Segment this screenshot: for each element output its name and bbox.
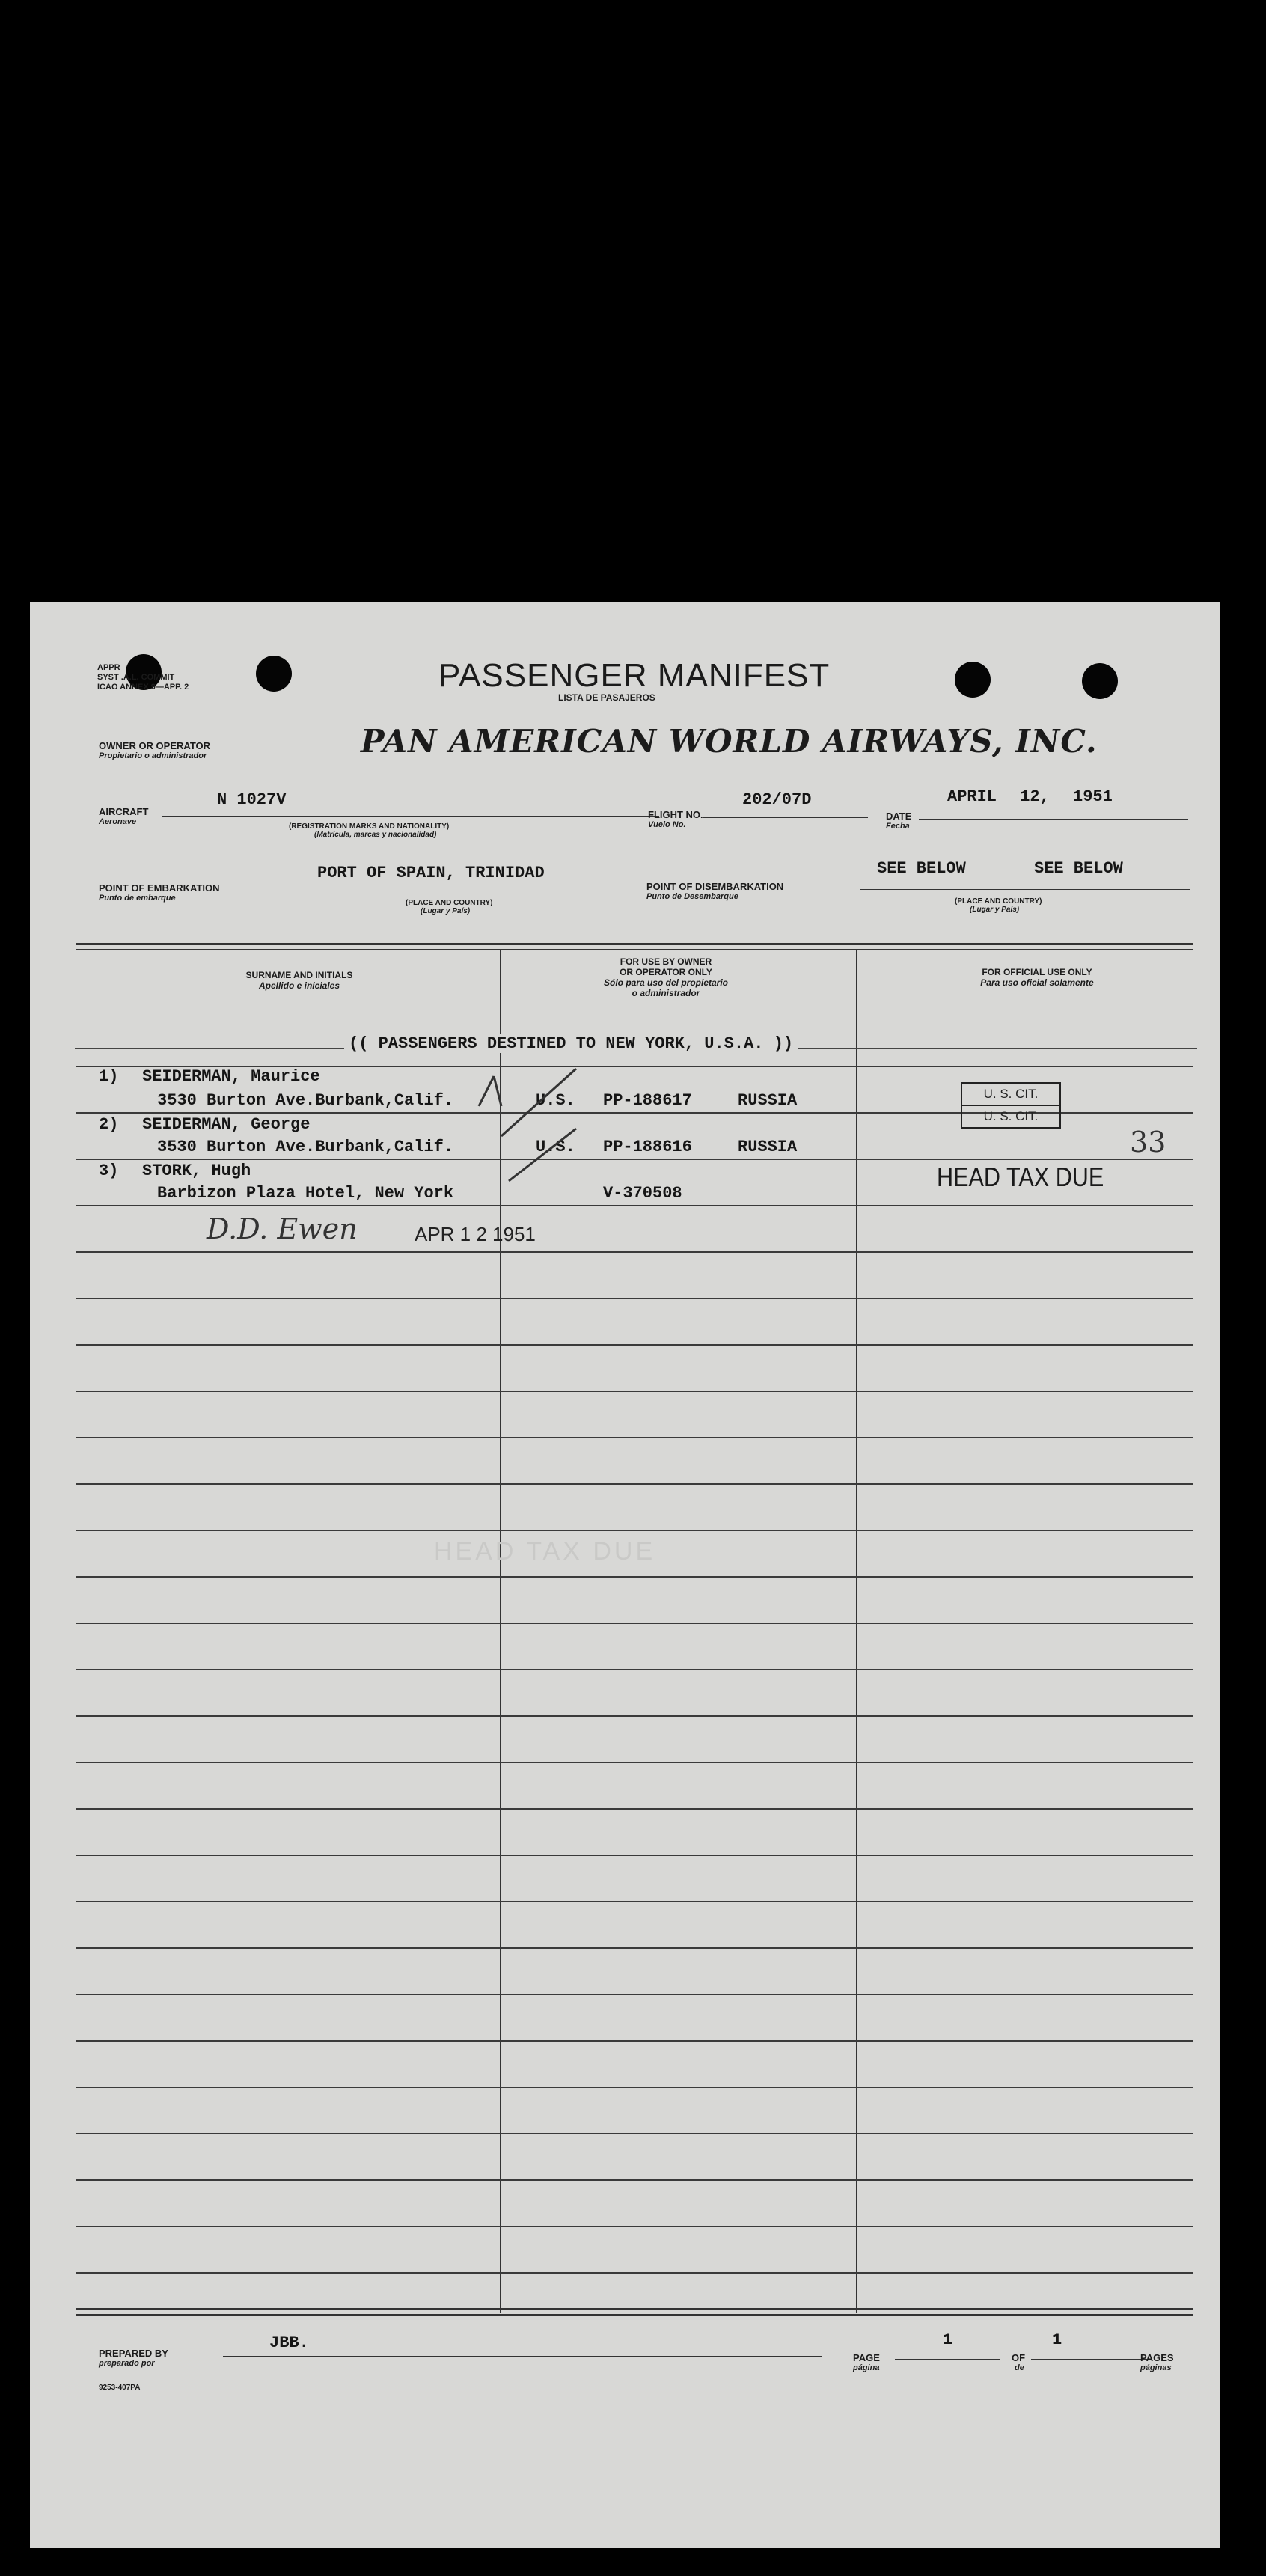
col-head-official [880, 967, 1194, 988]
passenger-passport: PP-188616 [603, 1138, 692, 1156]
table-rule-line [76, 1205, 1193, 1206]
col-head-label: SURNAME AND INITIALS [245, 970, 353, 980]
head-tax-stamp: HEAD TAX DUE [937, 1162, 1104, 1192]
check-mark-icon [449, 1061, 599, 1211]
table-bottom-rule [76, 2308, 1193, 2310]
table-top-rule [76, 943, 1193, 945]
approval-lines [97, 663, 189, 692]
table-rule-line [76, 2040, 1193, 2042]
rule [223, 2356, 822, 2357]
table-rule-line [76, 2179, 1193, 2181]
disembark-label-es: Punto de Desembarque [646, 892, 738, 901]
flight-no-label-es: Vuelo No. [648, 820, 686, 829]
page-label: PAGE [853, 2352, 880, 2363]
embark-label-es: Punto de embarque [99, 894, 176, 903]
col-head-label: FOR OFFICIAL USE ONLY [982, 967, 1092, 977]
page-total: 1 [1052, 2331, 1062, 2349]
inspection-date-stamp: APR 1 2 1951 [415, 1223, 536, 1245]
aircraft-label: AIRCRAFT [99, 806, 149, 817]
disembark-value-2: SEE BELOW [1034, 859, 1123, 878]
passenger-num: 3) [99, 1162, 119, 1180]
table-rule-line [76, 2133, 1193, 2134]
us-citizen-stamp: U. S. CIT. [961, 1105, 1061, 1129]
inspector-signature: D.D. Ewen [207, 1212, 358, 1245]
table-rule-line [76, 1901, 1193, 1902]
col-head-label-es: Sólo para uso del propietario [603, 977, 729, 988]
embark-label: POINT OF EMBARKATION [99, 882, 220, 894]
rule [703, 817, 868, 818]
pages-label-es: páginas [1140, 2363, 1172, 2372]
approval-line: SYST .A.L. COMMIT [97, 673, 175, 682]
col-head-surname [142, 970, 456, 991]
table-rule-line [76, 1483, 1193, 1485]
manifest-sheet [30, 602, 1220, 2548]
table-rule-line [76, 1251, 1193, 1253]
passenger-country: RUSSIA [738, 1138, 798, 1156]
passenger-passport: V-370508 [603, 1184, 682, 1203]
passenger-num: 2) [99, 1115, 119, 1134]
table-top-rule [76, 949, 1193, 950]
prepared-label: PREPARED BY [99, 2348, 168, 2359]
column-divider [856, 950, 857, 2313]
place-note-2: (PLACE AND COUNTRY) [955, 897, 1042, 906]
rule [919, 819, 1188, 820]
table-rule-line [76, 1623, 1193, 1624]
registration-note: (REGISTRATION MARKS AND NATIONALITY) [289, 822, 450, 831]
passenger-address: Barbizon Plaza Hotel, New York [157, 1184, 454, 1203]
table-rule-line [76, 1994, 1193, 1995]
passenger-name: SEIDERMAN, George [142, 1115, 311, 1134]
table-rule-line [76, 1437, 1193, 1438]
approval-line: APPR [97, 663, 120, 672]
place-note: (PLACE AND COUNTRY) [406, 899, 493, 907]
passenger-address: 3530 Burton Ave.Burbank,Calif. [157, 1138, 454, 1156]
table-rule-line [76, 1762, 1193, 1763]
table-rule-line [76, 1808, 1193, 1810]
passenger-name: SEIDERMAN, Maurice [142, 1067, 320, 1086]
table-rule-line [76, 2226, 1193, 2227]
approval-line: ICAO ANNEX 9—APP. 2 [97, 683, 189, 692]
rule [895, 2359, 1000, 2360]
table-rule-line [76, 1715, 1193, 1717]
place-note-es: (Lugar y País) [421, 907, 471, 915]
table-rule-line [76, 1391, 1193, 1392]
handwritten-number: 33 [1130, 1126, 1166, 1159]
passenger-num: 1) [99, 1067, 119, 1086]
of-label-es: de [1015, 2363, 1024, 2372]
col-head-label-es: Apellido e iniciales [258, 980, 340, 991]
aircraft-label-es: Aeronave [99, 817, 137, 826]
passenger-nationality: U.S. [536, 1138, 575, 1156]
table-rule-line [76, 1576, 1193, 1578]
col-head-label-es: Para uso oficial solamente [980, 977, 1094, 988]
flight-no-label: FLIGHT NO. [648, 809, 703, 820]
passenger-name: STORK, Hugh [142, 1162, 251, 1180]
airline-name: PAN AMERICAN WORLD AIRWAYS, INC. [361, 723, 1098, 760]
faint-watermark: HEAD TAX DUE [434, 1537, 656, 1566]
col-head-label: OR OPERATOR ONLY [620, 967, 712, 977]
of-label: OF [1012, 2352, 1026, 2363]
punch-hole [955, 662, 991, 698]
table-rule-line [76, 1344, 1193, 1346]
table-rule-line [76, 1855, 1193, 1856]
page-subtitle: LISTA DE PASAJEROS [558, 692, 655, 703]
passenger-address: 3530 Burton Ave.Burbank,Calif. [157, 1091, 454, 1110]
place-note-2-es: (Lugar y País) [970, 906, 1020, 914]
col-head-label: FOR USE BY OWNER [620, 956, 712, 967]
col-head-label-es: o administrador [632, 988, 700, 998]
prepared-by-value: JBB. [269, 2334, 309, 2352]
passenger-country: RUSSIA [738, 1091, 798, 1110]
table-rule-line [76, 1947, 1193, 1949]
form-number: 9253-407PA [99, 2384, 141, 2392]
passenger-nationality: U.S. [536, 1091, 575, 1110]
punch-hole [1082, 663, 1118, 699]
page-label-es: página [853, 2363, 880, 2372]
table-bottom-rule [76, 2314, 1193, 2316]
table-rule-line [76, 2272, 1193, 2274]
page-number: 1 [943, 2331, 953, 2349]
pages-label: PAGES [1140, 2352, 1174, 2363]
flight-no-value: 202/07D [742, 790, 812, 809]
disembark-value-1: SEE BELOW [877, 859, 966, 878]
us-citizen-stamp: U. S. CIT. [961, 1082, 1061, 1106]
rule [1031, 2359, 1151, 2360]
passenger-passport: PP-188617 [603, 1091, 692, 1110]
punch-hole [256, 656, 292, 692]
table-rule-line [76, 1669, 1193, 1670]
owner-label-es: Propietario o administrador [99, 751, 207, 760]
rule [162, 816, 659, 817]
destination-banner: (( PASSENGERS DESTINED TO NEW YORK, U.S.A. )) [344, 1034, 798, 1053]
rule [860, 889, 1190, 890]
table-rule-line [76, 1530, 1193, 1531]
date-value: APRIL 12, 1951 [947, 787, 1113, 806]
owner-label: OWNER OR OPERATOR [99, 740, 211, 751]
registration-note-es: (Matrícula, marcas y nacionalidad) [314, 831, 437, 839]
page-title: PASSENGER MANIFEST [438, 657, 831, 694]
table-rule-line [76, 2087, 1193, 2088]
disembark-label: POINT OF DISEMBARKATION [646, 881, 784, 892]
table-rule-line [76, 1298, 1193, 1299]
prepared-label-es: preparado por [99, 2359, 155, 2368]
table-rule-line [76, 1159, 1193, 1160]
embark-value: PORT OF SPAIN, TRINIDAD [317, 864, 545, 882]
date-label-es: Fecha [886, 822, 910, 831]
col-head-operator [509, 956, 823, 998]
aircraft-value: N 1027V [217, 790, 287, 809]
date-label: DATE [886, 811, 912, 822]
